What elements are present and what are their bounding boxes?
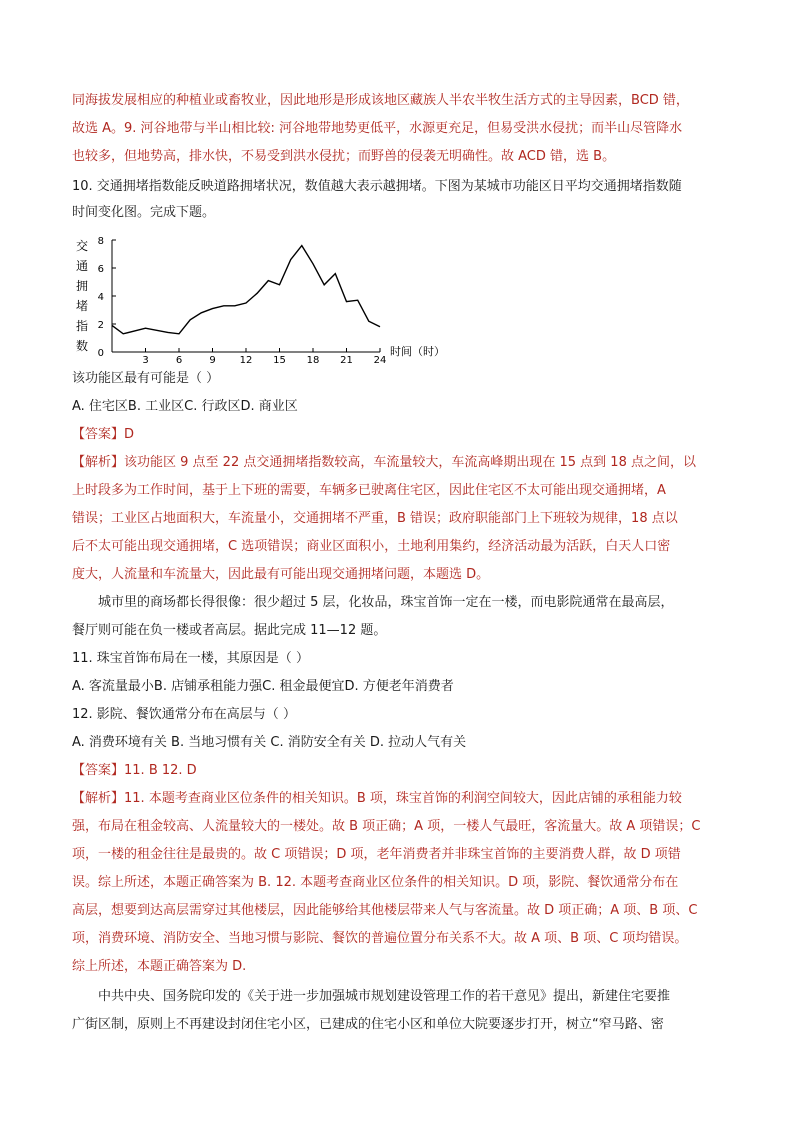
x-tick-label: 9	[209, 355, 216, 366]
analysis-line	[72, 454, 696, 472]
text-line: 故选 A。9. 河谷地带与半山相比较: 河谷地带地势更低平，水源更充足，但易受洪水侵扰；而半山尽管降水	[72, 121, 683, 136]
analysis-text: 该功能区 9 点至 22 点交通拥堵指数较高，车流量较大，车流高峰期出现在 15 点到 18 点之间，以	[124, 455, 696, 470]
y-tick-label: 4	[97, 292, 104, 303]
text-line: 同海拔发展相应的种植业或畜牧业，因此地形是形成该地区藏族人半农半牧生活方式的主导因素，BCD 错，	[72, 93, 689, 108]
analysis-text: 综上所述，本题正确答案为 D.	[72, 959, 247, 974]
y-tick-label: 8	[97, 236, 104, 247]
y-tick-label: 2	[97, 320, 104, 331]
y-axis-label-char: 拥	[75, 279, 89, 293]
analysis-text: 误。综上所述，本题正确答案为 B. 12. 本题考查商业区位条件的相关知识。D 项，影院、餐饮通常分布在	[72, 875, 679, 890]
question-10-options: A. 住宅区B. 工业区C. 行政区D. 商业区	[72, 399, 298, 414]
question-10-stem-cont: 时间变化图。完成下题。	[72, 205, 216, 220]
y-tick-label: 0	[97, 348, 104, 359]
analysis-text: 上时段多为工作时间，基于上下班的需要，车辆多已驶离住宅区，因此住宅区不太可能出现交通拥堵，A	[72, 483, 666, 498]
analysis-text: 11. 本题考查商业区位条件的相关知识。B 项，珠宝首饰的利润空间较大，因此店铺的承租能力较	[124, 791, 682, 806]
analysis-line	[72, 790, 682, 808]
x-tick-label: 6	[175, 355, 183, 366]
x-tick-label: 21	[340, 355, 353, 366]
paragraph-text: 广街区制，原则上不再建设封闭住宅小区，已建成的住宅小区和单位大院要逐步打开，树立“窄马路、密	[72, 1017, 664, 1032]
question-10-text: 该功能区最有可能是（ ）	[72, 371, 220, 386]
y-axis-label-char: 指	[75, 319, 89, 333]
text-line: 也较多，但地势高，排水快，不易受到洪水侵扰；而野兽的侵袭无明确性。故 ACD 错，选 B。	[72, 149, 616, 164]
y-tick-label: 6	[97, 264, 104, 275]
y-axis-label	[76, 239, 88, 353]
question-11-options: A. 客流量最小B. 店铺承租能力强C. 租金最便宜D. 方便老年消费者	[72, 679, 454, 694]
answer-line	[72, 426, 134, 444]
analysis-text: 度大，人流量和车流量大，因此最有可能出现交通拥堵问题，本题选 D。	[72, 567, 490, 582]
x-tick-label: 24	[373, 355, 387, 366]
analysis-text: 强，布局在租金较高、人流量较大的一楼处。故 B 项正确；A 项，一楼人气最旺，客流量大。故 A 项错误；C	[72, 819, 701, 834]
question-12-stem: 12. 影院、餐饮通常分布在高层与（ ）	[72, 707, 296, 722]
x-tick-label: 3	[142, 355, 149, 366]
x-tick-label: 18	[306, 355, 320, 366]
answer-tag: 【答案】	[72, 763, 125, 778]
analysis-text: 项，消费环境、消防安全、当地习惯与影院、餐饮的普遍位置分布关系不大。故 A 项、B 项、C 项均错误。	[72, 931, 688, 946]
y-axis-label-char: 堵	[75, 299, 89, 313]
x-axis-label: 时间（时）	[390, 345, 445, 358]
y-axis-label-char: 交	[75, 239, 89, 253]
answer-value: 11. B 12. D	[124, 763, 197, 778]
analysis-text: 项，一楼的租金往往是最贵的。故 C 项错误；D 项，老年消费者并非珠宝首饰的主要消费人群，故 D 项错	[72, 847, 681, 862]
answer-line	[72, 762, 197, 780]
x-tick-label: 12	[239, 355, 253, 366]
question-10-stem: 10. 交通拥堵指数能反映道路拥堵状况，数值越大表示越拥堵。下图为某城市功能区日平均交通拥堵指数随	[72, 179, 682, 194]
traffic-index-chart	[72, 228, 492, 366]
analysis-text: 高层，想要到达高层需穿过其他楼层，因此能够给其他楼层带来人气与客流量。故 D 项正确；A 项、B 项、C	[72, 903, 698, 918]
x-tick-label: 15	[273, 355, 286, 366]
answer-value: D	[124, 427, 135, 442]
analysis-text: 后不太可能出现交通拥堵，C 选项错误；商业区面积小，土地利用集约，经济活动最为活跃，白天人口密	[72, 539, 671, 554]
question-12-options: A. 消费环境有关 B. 当地习惯有关 C. 消防安全有关 D. 拉动人气有关	[72, 735, 467, 750]
intro-text: 城市里的商场都长得很像：很少超过 5 层，化妆品，珠宝首饰一定在一楼，而电影院通常在最高层，	[98, 595, 674, 610]
series-line	[112, 246, 380, 334]
y-axis-label-char: 通	[75, 259, 89, 273]
paragraph-text: 中共中央、国务院印发的《关于进一步加强城市规划建设管理工作的若干意见》提出，新建住宅要推	[98, 989, 671, 1004]
analysis-text: 错误；工业区占地面积大，车流量小，交通拥堵不严重，B 错误；政府职能部门上下班较为规律，18 点以	[72, 511, 678, 526]
question-11-stem: 11. 珠宝首饰布局在一楼，其原因是（ ）	[72, 651, 309, 666]
analysis-tag: 【解析】	[72, 455, 125, 470]
analysis-tag: 【解析】	[72, 791, 125, 806]
y-axis-label-char: 数	[75, 339, 89, 353]
intro-text: 餐厅则可能在负一楼或者高层。据此完成 11—12 题。	[72, 623, 387, 638]
answer-tag: 【答案】	[72, 427, 125, 442]
